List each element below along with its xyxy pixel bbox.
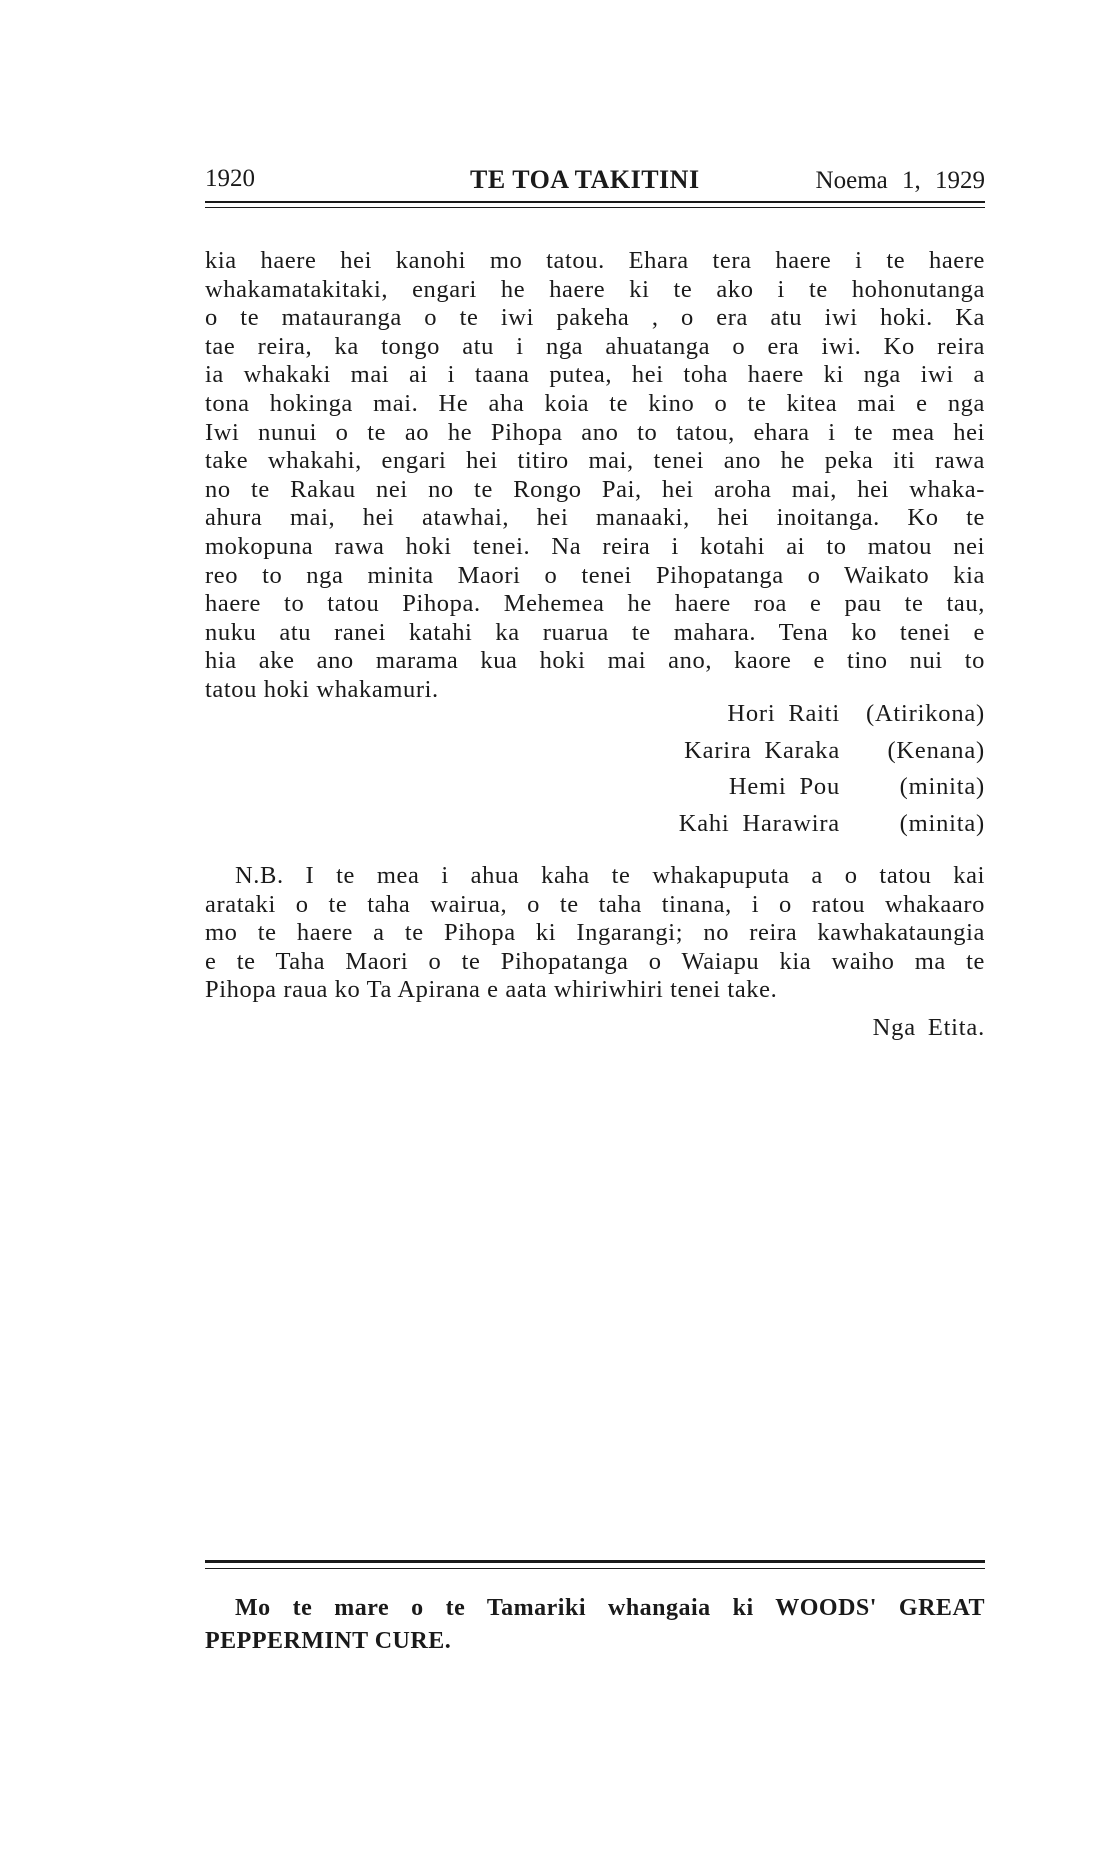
- ad-line: Mo te mare o te Tamariki whangaia ki WOODS' GREAT: [235, 1595, 985, 1621]
- page-number: 1920: [205, 165, 255, 192]
- signatory-title: (Atirikona): [865, 700, 985, 727]
- publication-title: TE TOA TAKITINI: [470, 165, 700, 194]
- signature: [600, 773, 985, 810]
- note-line: Pihopa raua ko Ta Apirana e aata whiriwhiri tenei take.: [205, 976, 778, 1004]
- signatory-name: Hori Raiti: [727, 700, 840, 727]
- text-line: haere to tatou Pihopa. Mehemea he haere roa e pau te tau,: [205, 590, 985, 618]
- header-rule-thin: [205, 207, 985, 208]
- signatory-title: (Kenana): [887, 736, 985, 764]
- header-rule-thick: [205, 201, 985, 203]
- signature-block: [600, 700, 985, 846]
- text-line: kia haere hei kanohi mo tatou. Ehara tera haere i te haere: [205, 247, 985, 274]
- text-line: hia ake ano marama kua hoki mai ano, kaore e tino nui to: [205, 647, 985, 675]
- text-line: tatou hoki whakamuri.: [205, 675, 439, 703]
- text-line: nuku atu ranei katahi ka ruarua te mahara. Tena ko tenei e: [205, 618, 985, 646]
- issue-date: Noema 1, 1929: [815, 167, 985, 194]
- text-line: tona hokinga mai. He aha koia te kino o te kitea mai e nga: [205, 389, 985, 417]
- signatory-name: Karira Karaka: [684, 736, 840, 764]
- text-line: no te Rakau nei no te Rongo Pai, hei aroha mai, hei whaka-: [205, 475, 985, 503]
- text-line: reo to nga minita Maori o tenei Pihopatanga o Waikato kia: [205, 561, 985, 589]
- signature: [600, 810, 985, 847]
- ad-line: PEPPERMINT CURE.: [205, 1628, 452, 1654]
- text-line: take whakahi, engari hei titiro mai, tenei ano he peka iti rawa: [205, 447, 985, 475]
- text-line: whakamatakitaki, engari he haere ki te ako i te hohonutanga: [205, 275, 985, 303]
- signatory-title: (minita): [899, 809, 985, 837]
- text-line: o te matauranga o te iwi pakeha , o era atu iwi hoki. Ka: [205, 304, 985, 332]
- ad-rule-thick: [205, 1560, 985, 1563]
- article-paragraph: [205, 247, 985, 705]
- signatory-name: Hemi Pou: [728, 773, 840, 800]
- text-line: Iwi nunui o te ao he Pihopa ano to tatou, ehara i te mea hei: [205, 418, 985, 446]
- ad-rule-thin: [205, 1568, 985, 1569]
- signature: [600, 700, 985, 737]
- text-line: ahura mai, hei atawhai, hei manaaki, hei inoitanga. Ko te: [205, 504, 985, 532]
- note-line: N.B. I te mea i ahua kaha te whakapuputa a o tatou kai: [235, 862, 985, 889]
- editors-signoff: Nga Etita.: [872, 1014, 985, 1041]
- text-line: ia whakaki mai ai i taana putea, hei toha haere ki nga iwi a: [205, 361, 985, 389]
- signatory-title: (minita): [899, 773, 985, 800]
- page-header: [205, 165, 985, 205]
- note-line: mo te haere a te Pihopa ki Ingarangi; no reira kawhakataungia: [205, 919, 985, 947]
- advertisement: [205, 1592, 985, 1658]
- note-line: e te Taha Maori o te Pihopatanga o Waiapu kia waiho ma te: [205, 947, 985, 975]
- text-line: mokopuna rawa hoki tenei. Na reira i kotahi ai to matou nei: [205, 532, 985, 560]
- text-line: tae reira, ka tongo atu i nga ahuatanga o era iwi. Ko reira: [205, 332, 985, 360]
- note-line: arataki o te taha wairua, o te taha tinana, i o ratou whakaaro: [205, 890, 985, 918]
- signature: [600, 737, 985, 774]
- signatory-name: Kahi Harawira: [678, 809, 840, 837]
- editors-note: [205, 862, 985, 1005]
